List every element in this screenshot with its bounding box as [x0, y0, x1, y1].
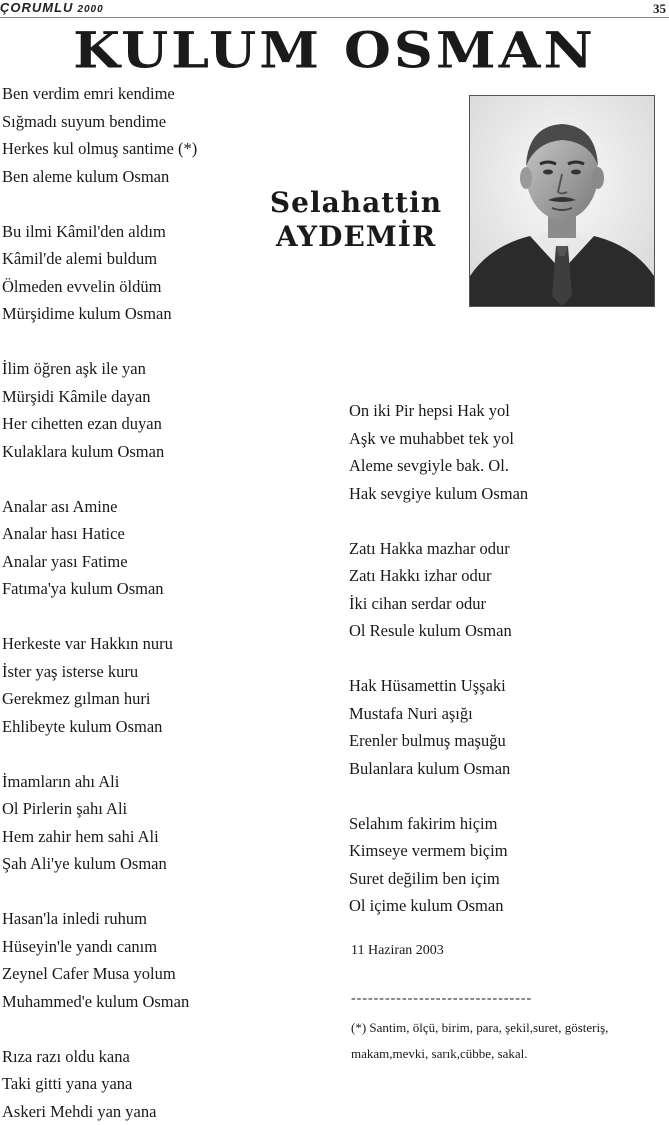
verse-line: Ol Pirlerin şahı Ali: [2, 795, 197, 823]
verse-line: Analar hası Hatice: [2, 520, 197, 548]
stanza: [2, 218, 197, 328]
stanza-gap: [2, 740, 197, 768]
verse-line: Zatı Hakka mazhar odur: [349, 535, 528, 563]
verse-line: Her cihetten ezan duyan: [2, 410, 197, 438]
verse-line: Erenler bulmuş maşuğu: [349, 727, 528, 755]
verse-line: Hak Hüsamettin Uşşaki: [349, 672, 528, 700]
stanza-gap: [349, 645, 528, 673]
stanza: [2, 768, 197, 878]
verse-line: Analar ası Amine: [2, 493, 197, 521]
footnote: (*) Santim, ölçü, birim, para, şekil,suret, gösteriş, makam,mevki, sarık,cübbe, sakal.: [351, 1015, 651, 1067]
verse-line: Fatıma'ya kulum Osman: [2, 575, 197, 603]
stanza-gap: [2, 878, 197, 906]
verse-line: Ben verdim emri kendime: [2, 80, 197, 108]
verse-line: Herkeste var Hakkın nuru: [2, 630, 197, 658]
stanza-gap: [2, 328, 197, 356]
stanza: [2, 80, 197, 190]
verse-line: Analar yası Fatime: [2, 548, 197, 576]
stanza-gap: [2, 465, 197, 493]
right-column: [349, 397, 528, 920]
verse-line: Gerekmez gılman huri: [2, 685, 197, 713]
page-number: 35: [653, 1, 666, 17]
verse-line: Sığmadı suyum bendime: [2, 108, 197, 136]
stanza: [349, 535, 528, 645]
verse-line: Hak sevgiye kulum Osman: [349, 480, 528, 508]
verse-line: On iki Pir hepsi Hak yol: [349, 397, 528, 425]
stanza: [349, 810, 528, 920]
verse-line: Hüseyin'le yandı canım: [2, 933, 197, 961]
verse-line: Suret değilim ben içim: [349, 865, 528, 893]
footnote-separator: --------------------------------: [351, 991, 532, 1007]
stanza: [2, 355, 197, 465]
stanza-gap: [349, 507, 528, 535]
verse-line: Ehlibeyte kulum Osman: [2, 713, 197, 741]
verse-line: Hem zahir hem sahi Ali: [2, 823, 197, 851]
verse-line: Muhammed'e kulum Osman: [2, 988, 197, 1016]
poem-title: KULUM OSMAN: [0, 21, 669, 80]
verse-line: İlim öğren aşk ile yan: [2, 355, 197, 383]
verse-line: İster yaş isterse kuru: [2, 658, 197, 686]
portrait-illustration: [470, 96, 654, 306]
verse-line: Mürşidime kulum Osman: [2, 300, 197, 328]
verse-line: Rıza razı oldu kana: [2, 1043, 197, 1071]
verse-line: Zatı Hakkı izhar odur: [349, 562, 528, 590]
stanza: [2, 493, 197, 603]
verse-line: Bu ilmi Kâmil'den aldım: [2, 218, 197, 246]
verse-line: Taki gitti yana yana: [2, 1070, 197, 1098]
stanza: [349, 672, 528, 782]
author-name: [244, 186, 468, 254]
stanza-gap: [349, 782, 528, 810]
header-rule: [0, 17, 669, 18]
running-head-year: 2000: [77, 4, 103, 15]
verse-line: Kâmil'de alemi buldum: [2, 245, 197, 273]
verse-line: İmamların ahı Ali: [2, 768, 197, 796]
stanza-gap: [2, 603, 197, 631]
author-last-name: AYDEMİR: [244, 220, 468, 254]
verse-line: Ol içime kulum Osman: [349, 892, 528, 920]
stanza-gap: [2, 190, 197, 218]
author-portrait-photo: [469, 95, 655, 307]
verse-line: İki cihan serdar odur: [349, 590, 528, 618]
verse-line: Ölmeden evvelin öldüm: [2, 273, 197, 301]
stanza: [2, 905, 197, 1015]
stanza: [2, 630, 197, 740]
verse-line: Aşk ve muhabbet tek yol: [349, 425, 528, 453]
running-head-title: ÇORUMLU: [0, 0, 73, 15]
verse-line: Selahım fakirim hiçim: [349, 810, 528, 838]
verse-line: Aleme sevgiyle bak. Ol.: [349, 452, 528, 480]
verse-line: Mürşidi Kâmile dayan: [2, 383, 197, 411]
verse-line: Ol Resule kulum Osman: [349, 617, 528, 645]
verse-line: Kulaklara kulum Osman: [2, 438, 197, 466]
poem-date: 11 Haziran 2003: [351, 943, 444, 959]
stanza-gap: [2, 1015, 197, 1043]
verse-line: Zeynel Cafer Musa yolum: [2, 960, 197, 988]
verse-line: Herkes kul olmuş santime (*): [2, 135, 197, 163]
verse-line: Bulanlara kulum Osman: [349, 755, 528, 783]
verse-line: Şah Ali'ye kulum Osman: [2, 850, 197, 878]
stanza: [349, 397, 528, 507]
stanza: [2, 1043, 197, 1125]
author-first-name: Selahattin: [244, 186, 468, 220]
verse-line: Mustafa Nuri aşığı: [349, 700, 528, 728]
verse-line: Hasan'la inledi ruhum: [2, 905, 197, 933]
verse-line: Ben aleme kulum Osman: [2, 163, 197, 191]
running-head: [0, 0, 104, 15]
verse-line: Askeri Mehdi yan yana: [2, 1098, 197, 1125]
left-column: [2, 80, 197, 1125]
verse-line: Kimseye vermem biçim: [349, 837, 528, 865]
